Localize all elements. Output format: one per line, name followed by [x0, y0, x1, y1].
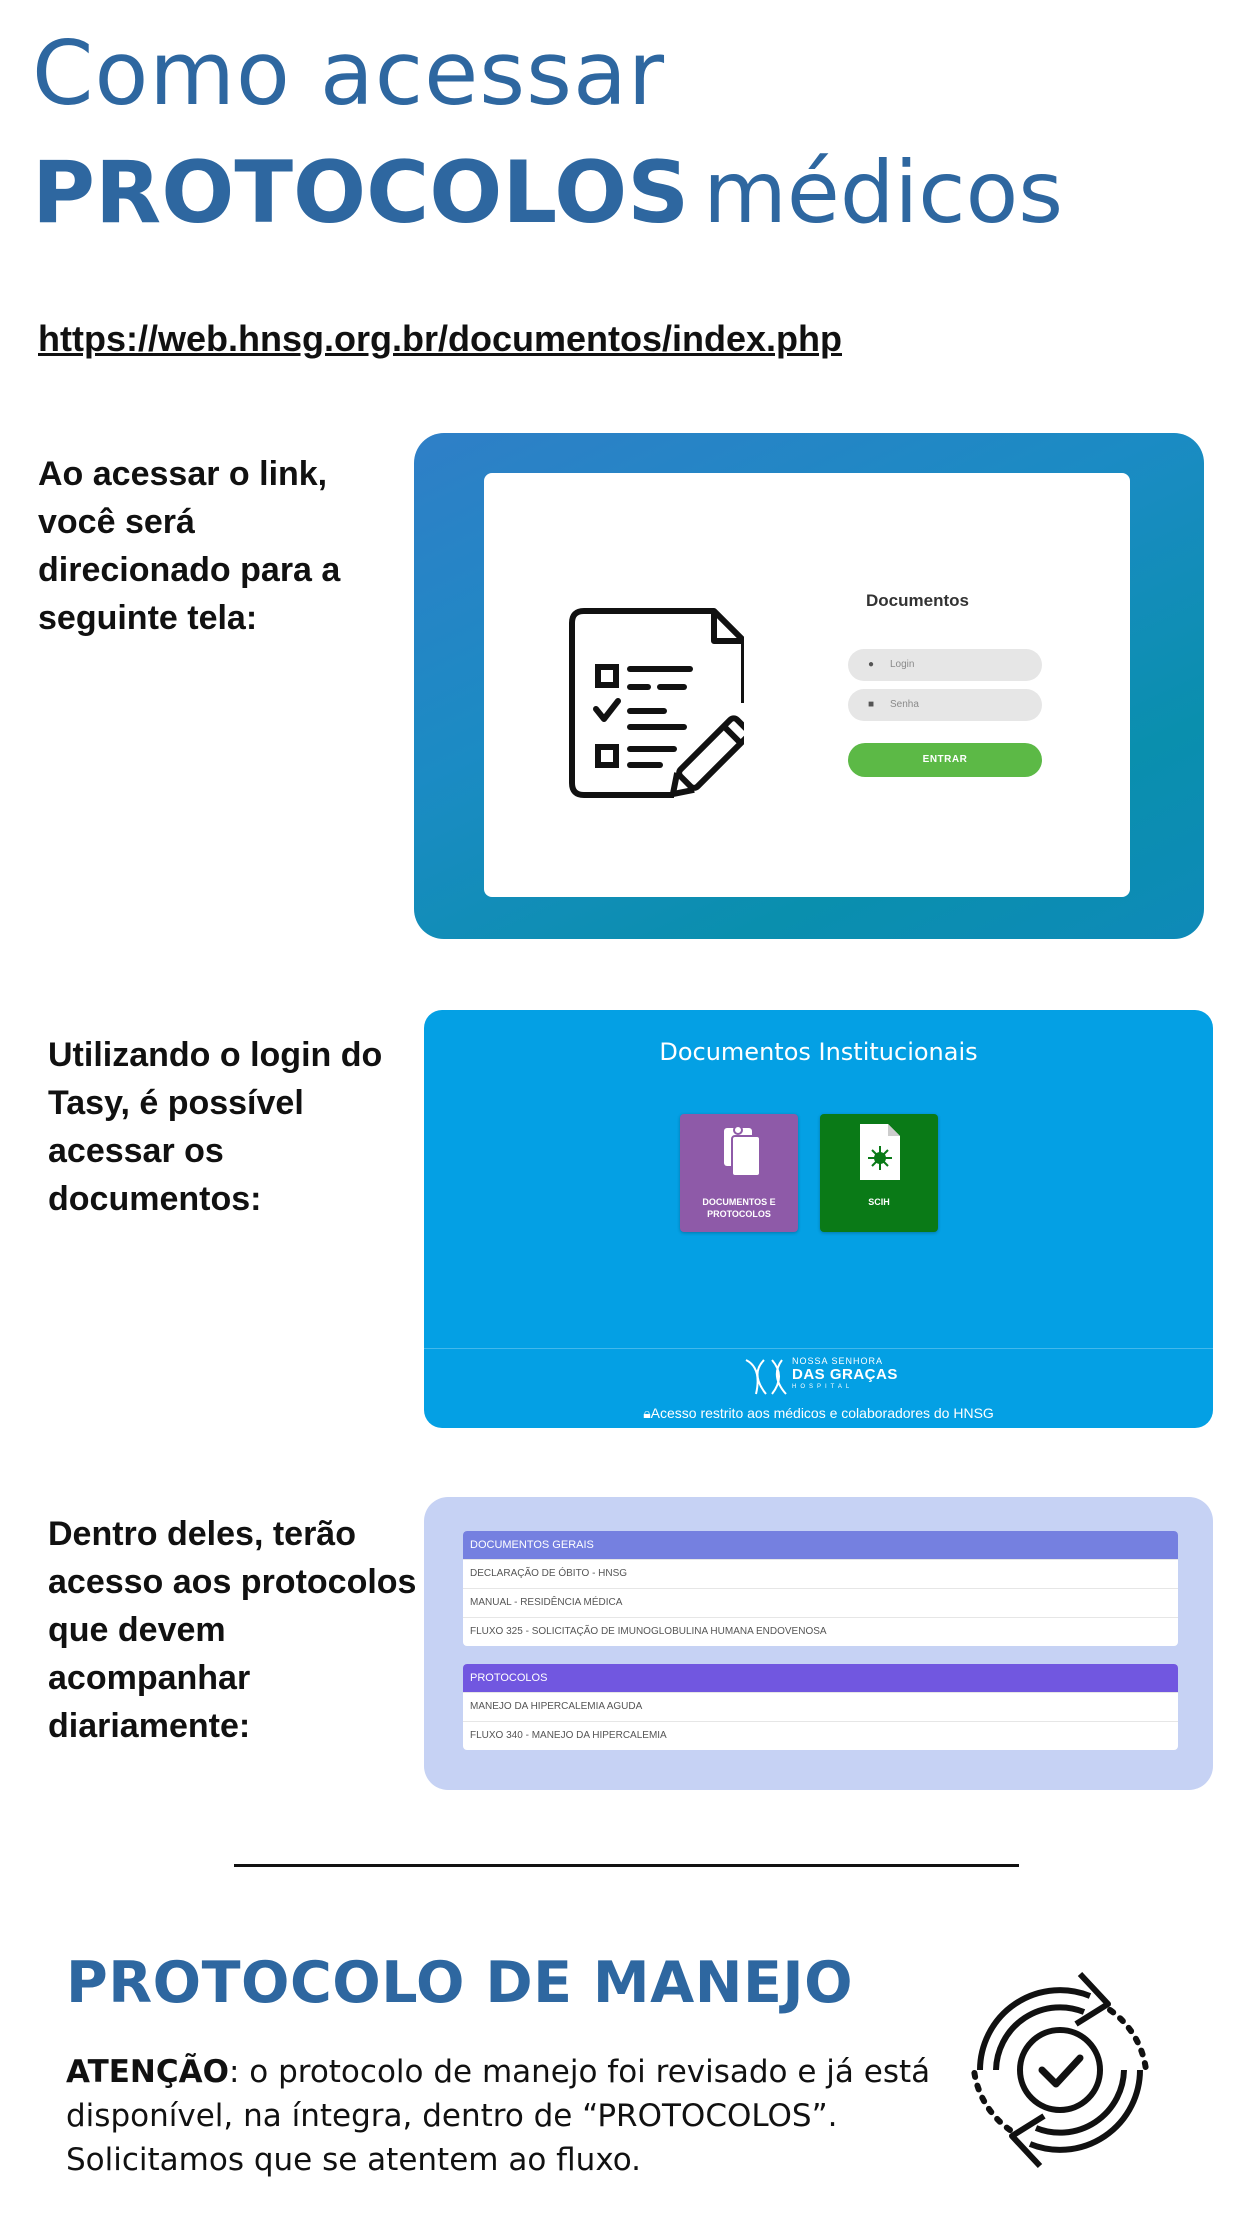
portal-divider	[424, 1348, 1213, 1349]
lock-icon: ■	[868, 699, 875, 710]
list-item[interactable]: FLUXO 325 - SOLICITAÇÃO DE IMUNOGLOBULINA HUMANA ENDOVENOSA	[463, 1617, 1178, 1646]
documents-protocols-tile[interactable]	[680, 1114, 798, 1232]
attention-label: ATENÇÃO	[66, 2054, 229, 2090]
documents-portal-panel	[424, 1010, 1213, 1428]
login-card	[484, 473, 1130, 897]
manejo-notice	[66, 2050, 966, 2182]
hospital-logo-text: NOSSA SENHORA DAS GRAÇAS HOSPITAL	[792, 1356, 898, 1390]
login-title: Documentos	[866, 591, 969, 610]
list-item[interactable]: FLUXO 340 - MANEJO DA HIPERCALEMIA	[463, 1721, 1178, 1750]
portal-title: Documentos Institucionais	[659, 1038, 978, 1066]
title-bold-word: PROTOCOLOS	[32, 143, 690, 243]
scih-document-icon	[820, 1114, 938, 1194]
scih-tile[interactable]	[820, 1114, 938, 1232]
checklist-document-icon	[564, 603, 744, 803]
restricted-access-note: 🔒︎Acesso restrito aos médicos e colaboradores do HNSG	[643, 1405, 994, 1421]
protocol-list-panel	[424, 1497, 1213, 1790]
password-field[interactable]: ■ Senha	[848, 689, 1042, 721]
manejo-notice-text: : o protocolo de manejo foi revisado e já está disponível, na íntegra, dentro de “PROTOCOLOS”. Solicitamos que se atentem ao fluxo.	[66, 2054, 931, 2178]
enter-button[interactable]: ENTRAR	[848, 743, 1042, 777]
documents-protocols-label: DOCUMENTOS E PROTOCOLOS	[702, 1197, 776, 1219]
lock-icon: 🔒︎	[643, 1405, 651, 1421]
clipboard-copy-icon	[680, 1114, 798, 1194]
documents-url-link[interactable]: https://web.hnsg.org.br/documentos/index.php	[38, 318, 842, 359]
protocols-header: PROTOCOLOS	[463, 1664, 1178, 1692]
protocols-list	[463, 1664, 1178, 1750]
login-field[interactable]: ● Login	[848, 649, 1042, 681]
step2-description: Utilizando o login do Tasy, é possível acessar os documentos:	[48, 1036, 383, 1218]
step3-description: Dentro deles, terão acesso aos protocolos que devem acompanhar diariamente:	[48, 1515, 417, 1745]
user-icon: ●	[868, 659, 875, 670]
title-light-word: médicos	[703, 143, 1064, 243]
step1-description: Ao acessar o link, você será direcionado para a seguinte tela:	[38, 455, 341, 637]
general-documents-header: DOCUMENTOS GERAIS	[463, 1531, 1178, 1559]
manejo-title: PROTOCOLO DE MANEJO	[66, 1950, 854, 2016]
section-divider	[234, 1864, 1019, 1867]
login-screenshot-panel	[414, 433, 1204, 939]
list-item[interactable]: MANEJO DA HIPERCALEMIA AGUDA	[463, 1692, 1178, 1721]
scih-label: SCIH	[868, 1197, 890, 1207]
list-item[interactable]: MANUAL - RESIDÊNCIA MÉDICA	[463, 1588, 1178, 1617]
page-title-line2	[32, 143, 1063, 243]
general-documents-list	[463, 1531, 1178, 1646]
list-item[interactable]: DECLARAÇÃO DE ÓBITO - HNSG	[463, 1559, 1178, 1588]
page-title-line1: Como acessar	[32, 22, 666, 125]
cycle-check-icon	[960, 1960, 1160, 2180]
